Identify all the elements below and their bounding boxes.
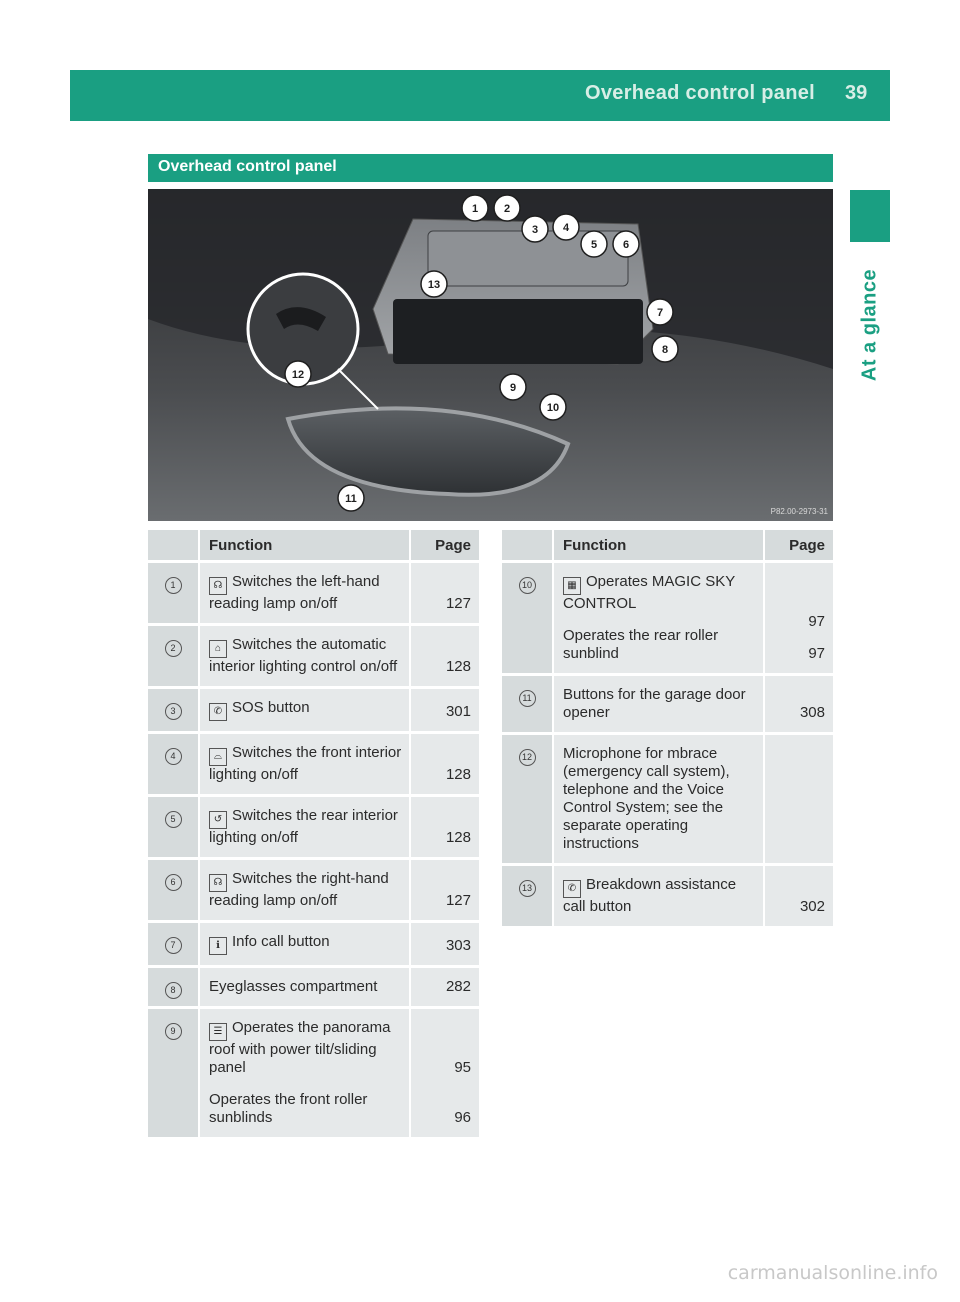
item-number: 7: [165, 937, 182, 954]
callout-label-5: 5: [590, 239, 598, 251]
page-ref: 128: [445, 766, 471, 783]
callout-label-13: 13: [427, 279, 441, 291]
section-title: Overhead control panel: [158, 158, 337, 175]
function-text: Buttons for the garage door opener: [563, 686, 746, 721]
callout-label-9: 9: [509, 382, 517, 394]
function-text: Eyeglasses compartment: [209, 978, 378, 995]
function-text: Operates MAGIC SKY CONTROL: [563, 573, 735, 612]
function-text: Switches the automatic interior lighting control on/off: [209, 636, 398, 675]
callout-label-4: 4: [562, 222, 570, 234]
table-row: [148, 1009, 479, 1140]
function-text: Switches the rear interior lighting on/off: [209, 807, 398, 846]
function-text: Switches the left-hand reading lamp on/off: [209, 573, 380, 612]
page-ref: 128: [445, 829, 471, 846]
item-number: 2: [165, 640, 182, 657]
function-table-left: [148, 530, 479, 1140]
table-row: [502, 563, 833, 676]
rear-light-icon: ↺: [209, 811, 227, 829]
item-number: 4: [165, 748, 182, 765]
item-number: 3: [165, 703, 182, 720]
sos-icon: ✆: [209, 703, 227, 721]
item-number: 1: [165, 577, 182, 594]
callout-label-1: 1: [471, 203, 479, 215]
table-row: [502, 866, 833, 929]
page-ref-secondary: 97: [808, 645, 825, 662]
table-row: [502, 676, 833, 735]
page-ref-secondary: 96: [454, 1109, 471, 1126]
callout-label-7: 7: [656, 307, 664, 319]
side-tab-label: At a glance: [858, 268, 881, 382]
section-heading: [148, 154, 833, 182]
function-text: Switches the front interior lighting on/off: [209, 744, 402, 783]
reading-lamp-icon: ☊: [209, 874, 227, 892]
table-row: [148, 968, 479, 1009]
callout-label-6: 6: [622, 239, 630, 251]
header-bar: [70, 70, 890, 121]
callout-label-3: 3: [531, 224, 539, 236]
reading-lamp-icon: ☊: [209, 577, 227, 595]
table-row: [148, 626, 479, 689]
roof-icon: ☰: [209, 1023, 227, 1041]
item-number: 13: [519, 880, 536, 897]
table-row: [148, 860, 479, 923]
page-ref: 127: [445, 892, 471, 909]
item-number: 12: [519, 749, 536, 766]
callout-label-10: 10: [546, 402, 560, 414]
page-ref: 95: [454, 1059, 471, 1076]
function-text: Microphone for mbrace (emergency call system), telephone and the Voice Control System; see the separate operating instructions: [563, 745, 730, 852]
item-number: 11: [519, 690, 536, 707]
header-page: Page: [409, 530, 479, 563]
item-number: 5: [165, 811, 182, 828]
callout-label-8: 8: [661, 344, 669, 356]
table-row: [148, 923, 479, 968]
function-text: Operates the panorama roof with power tilt/sliding panel: [209, 1019, 391, 1076]
function-table-right: [502, 530, 833, 929]
page-ref: 282: [445, 978, 471, 995]
function-text: SOS button: [232, 699, 310, 716]
table-row: [148, 797, 479, 860]
item-number: 8: [165, 982, 182, 999]
header-page: Page: [763, 530, 833, 563]
page-number: 39: [845, 82, 868, 104]
breakdown-icon: ✆: [563, 880, 581, 898]
info-call-icon: ℹ: [209, 937, 227, 955]
item-number: 6: [165, 874, 182, 891]
header-title: Overhead control panel: [585, 82, 815, 104]
table-row: [502, 735, 833, 866]
table-header-row: [148, 530, 479, 563]
function-text-secondary: Operates the front roller sunblinds: [209, 1091, 368, 1126]
table-row: [148, 689, 479, 734]
function-text-secondary: Operates the rear roller sunblind: [563, 627, 719, 662]
eyeglasses-compartment: [393, 299, 643, 364]
page-ref: 301: [445, 703, 471, 720]
function-text: Breakdown assistance call button: [563, 876, 737, 915]
auto-light-icon: ⌂: [209, 640, 227, 658]
callout-label-11: 11: [345, 493, 357, 505]
header-num-cell: [502, 530, 554, 563]
side-tab: [850, 260, 890, 390]
page-ref: 302: [799, 898, 825, 915]
header-function: Function: [200, 530, 409, 563]
side-tab-marker: [850, 190, 890, 242]
page-ref: 308: [799, 704, 825, 721]
table-header-row: [502, 530, 833, 563]
item-number: 10: [519, 577, 536, 594]
watermark: carmanualsonline.info: [727, 1262, 938, 1284]
function-text: Info call button: [232, 933, 330, 950]
header-num-cell: [148, 530, 200, 563]
callout-label-12: 12: [291, 369, 305, 381]
page-ref: 97: [808, 613, 825, 630]
table-row: [148, 563, 479, 626]
callout-label-2: 2: [503, 203, 511, 215]
item-number: 9: [165, 1023, 182, 1040]
function-text: Switches the right-hand reading lamp on/off: [209, 870, 389, 909]
page-ref: 128: [445, 658, 471, 675]
header-divider: [899, 70, 902, 121]
image-code: P82.00-2973-31: [770, 507, 828, 516]
photo-illustration: [148, 189, 833, 521]
magic-sky-icon: ▦: [563, 577, 581, 595]
page-ref: 303: [445, 937, 471, 954]
header-function: Function: [554, 530, 763, 563]
table-row: [148, 734, 479, 797]
page-ref: 127: [445, 595, 471, 612]
front-light-icon: ⌓: [209, 748, 227, 766]
overhead-panel-photo: [148, 189, 833, 521]
